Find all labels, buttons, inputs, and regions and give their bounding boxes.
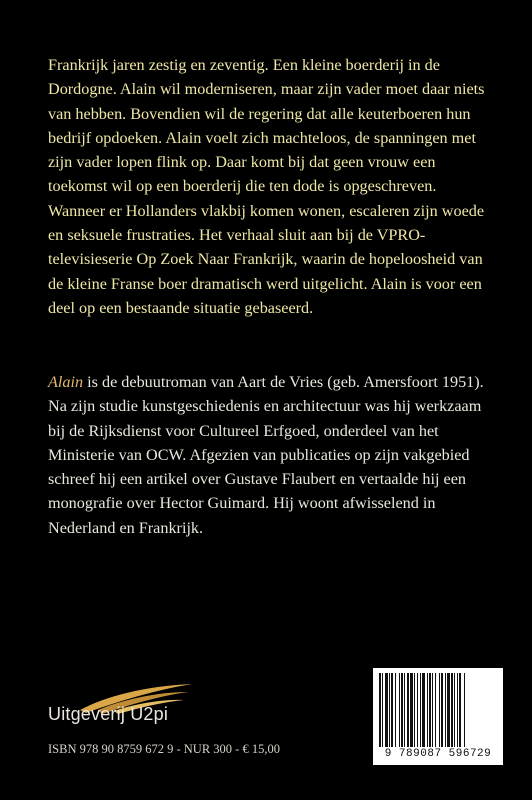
barcode-bars xyxy=(377,673,499,747)
publisher-logo xyxy=(46,680,236,740)
barcode xyxy=(373,668,503,765)
book-title: Alain xyxy=(48,373,84,391)
author-bio-text: is de debuutroman van Aart de Vries (geb. Amersfoort 1951). Na zijn studie kunstgeschiedenis en architectuur was hij werkzaam bij de Rijksdienst voor Cultureel Erfgoed, onderdeel van het Ministerie van OCW. Afgezien van publicaties op zijn vakgebied schreef hij een artikel over Gustave Flaubert en vertaalde hij een monografie over Hector Guimard. Hij woont afwisselend in Nederland en Frankrijk. xyxy=(48,373,484,537)
isbn-line: ISBN 978 90 8759 672 9 - NUR 300 - € 15,00 xyxy=(48,742,280,756)
author-bio xyxy=(48,370,496,540)
barcode-number: 9 789087 596729 xyxy=(384,748,492,760)
back-cover-blurb: Frankrijk jaren zestig en zeventig. Een kleine boerderij in de Dordogne. Alain wil moderniseren, maar zijn vader moet daar niets van hebben. Bovendien wil de regering dat alle keuterboeren hun bedrijf opdoeken. Alain voelt zich machteloos, de spanningen met zijn vader lopen flink op. Daar komt bij dat geen vrouw een toekomst wil op een boerderij die ten dode is opgeschreven. Wanneer er Hollanders vlakbij komen wonen, escaleren zijn woede en seksuele frustraties. Het verhaal sluit aan bij de VPRO-televisieserie Op Zoek Naar Frankrijk, waarin de hopeloosheid van de kleine Franse boer dramatisch werd uitgelicht. Alain is voor een deel op een bestaande situatie gebaseerd. xyxy=(48,56,485,317)
publisher-name: Uitgeverij U2pi xyxy=(48,704,169,724)
